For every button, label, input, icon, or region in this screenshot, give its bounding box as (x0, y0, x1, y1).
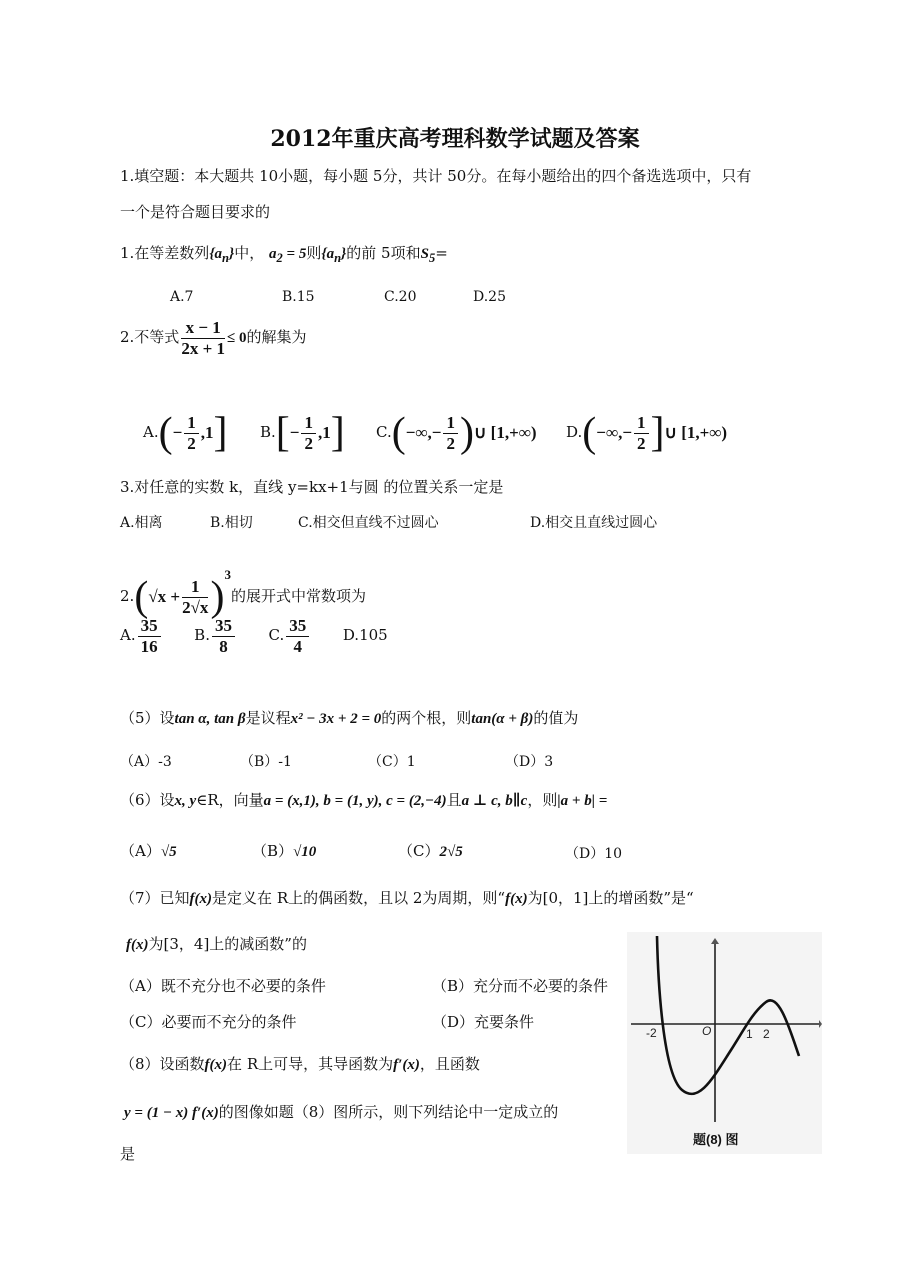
question-3-stem: 3.对任意的实数 k，直线 y=kx+1与圆 的位置关系一定是 (120, 478, 504, 496)
q5-option-a[interactable]: （A）-3 (120, 754, 172, 770)
q1-a2-sub: 2 (276, 251, 283, 265)
q4-c-frac (286, 616, 309, 657)
q1-text-a: 1.在等差数列 (120, 244, 210, 262)
q8-fpx: f′(x) (393, 1057, 420, 1073)
question-7-stem-2 (126, 934, 307, 955)
q2-c-half-num: 1 (443, 413, 458, 434)
q6-b-value: √10 (293, 844, 317, 860)
q2-d-label: D. (566, 423, 583, 441)
label-2: 2 (763, 1027, 770, 1041)
q7-fx-2: f(x) (505, 891, 528, 907)
q2-denominator: 2x + 1 (181, 338, 225, 358)
q2-text-a: 2.不等式 (120, 328, 180, 346)
q4-option-d[interactable]: D.105 (342, 626, 388, 644)
q6-expr-4: |a + b| = (557, 793, 608, 809)
q7-option-b[interactable]: （B）充分而不必要的条件 (432, 977, 609, 995)
q5-text-a: （5）设 (120, 709, 175, 727)
q2-b-rbracket: ] (330, 410, 345, 456)
q2-d-half-num: 1 (634, 413, 649, 434)
q7-text-a: （7）已知 (120, 889, 190, 907)
q4-c-num: 35 (286, 616, 309, 637)
q5-expr-2: x² − 3x + 2 = 0 (290, 711, 382, 727)
q2-option-c[interactable] (376, 408, 537, 457)
q6-c-value: 2√5 (439, 844, 463, 860)
q7-option-d[interactable]: （D）充要条件 (432, 1013, 535, 1031)
q3-option-b[interactable]: B.相切 (210, 515, 253, 531)
q1-set-close-2: } (341, 246, 347, 262)
q8-text-d: 的图像如题（8）图所示，则下列结论中一定成立的 (218, 1103, 559, 1121)
q2-option-a[interactable] (143, 408, 228, 457)
q5-expr-1: tan α, tan β (174, 711, 246, 727)
question-8-stem-3: 是 (120, 1145, 136, 1163)
figure-caption: 题(8) 图 (693, 1132, 739, 1147)
q6-c-label: （C） (398, 842, 440, 860)
q2-a-half-num: 1 (184, 413, 199, 434)
q2-d-rbracket: ] (650, 410, 665, 456)
q4-option-a[interactable] (120, 615, 163, 656)
q5-text-b: 是议程 (245, 709, 291, 727)
question-1-stem (120, 243, 448, 268)
question-6-stem (120, 790, 607, 811)
q1-text-d: 的前 5项和 (346, 244, 421, 262)
q5-expr-3: tan(α + β) (471, 711, 534, 727)
q3-option-d[interactable]: D.相交且直线过圆心 (530, 515, 658, 531)
label-origin: O (702, 1024, 712, 1038)
q1-set-an (209, 246, 235, 265)
question-8-stem (120, 1054, 480, 1075)
q2-b-lbracket: [ (275, 410, 290, 456)
q1-set-close: } (229, 246, 235, 262)
q4-b-label: B. (194, 626, 210, 644)
q4-rparen: ) (210, 574, 225, 620)
question-5-stem (120, 708, 578, 729)
q5-text-c: 的两个根，则 (381, 709, 472, 727)
q1-s5-letter: S (420, 246, 429, 262)
q2-relation: ≤ 0 (227, 330, 247, 346)
q4-b-frac (212, 616, 235, 657)
q2-a-half (184, 413, 199, 454)
q6-a-label: （A） (120, 842, 161, 860)
q4-a-frac (138, 616, 161, 657)
intro-line-1: 1.填空题：本大题共 10小题，每小题 5分，共计 50分。在每小题给出的四个备选选项中，只有 (120, 167, 752, 185)
intro-line-2: 一个是符合题目要求的 (120, 203, 271, 221)
q8-graph-figure (627, 932, 822, 1154)
q1-option-c[interactable]: C.20 (384, 289, 417, 305)
q1-a2 (269, 246, 307, 265)
q6-option-c[interactable] (398, 841, 463, 862)
q6-a-value: √5 (160, 844, 177, 860)
q6-expr-3: a ⊥ c, b∥c (461, 793, 528, 809)
q6-expr-2: a = (x,1), b = (1, y), c = (2,−4) (263, 793, 447, 809)
q7-fx-3: f(x) (126, 937, 149, 953)
q1-s5 (420, 246, 436, 265)
q4-c-den: 4 (293, 636, 302, 656)
q4-b-num: 35 (212, 616, 235, 637)
q7-text-b: 是定义在 R上的偶函数，且以 2为周期，则“ (212, 889, 506, 907)
label-1: 1 (746, 1027, 753, 1041)
q4-frac-num: 1 (182, 577, 208, 598)
q4-lparen: ( (134, 574, 149, 620)
q2-a-label: A. (143, 423, 159, 441)
page-title: 2012年重庆高考理科数学试题及答案 (270, 126, 640, 152)
q1-s5-sub: 5 (428, 251, 436, 265)
q8-text-c: ，且函数 (419, 1055, 480, 1073)
q6-b-label: （B） (252, 842, 294, 860)
q3-option-a[interactable]: A.相离 (120, 515, 163, 531)
q7-option-c[interactable]: （C）必要而不充分的条件 (120, 1013, 297, 1031)
q4-options (120, 612, 388, 658)
q4-text-a: 2. (120, 587, 135, 605)
q2-numerator: x − 1 (181, 318, 225, 339)
q2-a-rbracket: ] (213, 410, 228, 456)
q5-option-b[interactable]: （B）-1 (240, 754, 292, 770)
q1-option-b[interactable]: B.15 (282, 289, 315, 305)
q5-text-d: 的值为 (533, 709, 579, 727)
q6-text-d: ，则 (527, 791, 558, 809)
q2-c-lparen: ( (391, 410, 406, 456)
q4-option-b[interactable] (194, 615, 237, 656)
q8-expr: y = (1 − x) f′(x) (124, 1105, 219, 1121)
figure-background (627, 932, 822, 1154)
q2-fraction (181, 318, 225, 359)
q2-b-half (301, 413, 316, 454)
q2-a-lparen: ( (158, 410, 173, 456)
q4-a-num: 35 (138, 616, 161, 637)
q1-sub-n-2: n (334, 251, 342, 265)
q4-a-den: 16 (140, 636, 158, 656)
q4-b-den: 8 (219, 636, 228, 656)
q2-c-label: C. (376, 423, 392, 441)
q2-c-left: −∞,− (405, 423, 442, 442)
question-8-stem-2 (124, 1102, 558, 1123)
q2-d-right: ∪ [1,+∞) (664, 423, 728, 442)
q8-fx: f(x) (204, 1057, 228, 1073)
q7-text-c: 为[0，1]上的增函数”是“ (527, 889, 694, 907)
q1-text-b: 中， (234, 244, 265, 262)
q4-text-b: 的展开式中常数项为 (230, 587, 366, 605)
q1-text-e: = (435, 244, 448, 262)
q2-b-half-num: 1 (301, 413, 316, 434)
q7-fx: f(x) (189, 891, 213, 907)
q1-a2-letter: a (269, 246, 277, 262)
q1-text-c: 则 (306, 244, 322, 262)
q2-c-half (443, 413, 458, 454)
q1-a2-eq: = 5 (282, 246, 307, 262)
q7-option-a[interactable]: （A）既不充分也不必要的条件 (120, 977, 326, 995)
q2-c-rparen: ) (459, 410, 474, 456)
q4-frac-den: 2√x (182, 597, 209, 617)
q2-b-one: ,1 (317, 423, 331, 442)
q2-c-right: ∪ [1,+∞) (473, 423, 537, 442)
q8-text-b: 在 R上可导，其导函数为 (227, 1055, 394, 1073)
q2-a-neg: − (172, 423, 183, 442)
q1-option-a[interactable]: A.7 (170, 289, 194, 305)
label-neg2: -2 (646, 1026, 657, 1040)
q2-text-b: 的解集为 (246, 328, 307, 346)
q2-option-d[interactable] (566, 408, 727, 457)
q4-sqrt-x: √x + (148, 587, 181, 606)
q2-c-half-den: 2 (446, 433, 455, 453)
q2-a-one: ,1 (200, 423, 214, 442)
q2-b-half-den: 2 (304, 433, 313, 453)
q2-a-half-den: 2 (187, 433, 196, 453)
q6-text-b: ∈R，向量 (196, 791, 264, 809)
q6-text-a: （6）设 (120, 791, 175, 809)
q2-b-neg: − (289, 423, 300, 442)
q4-a-label: A. (120, 626, 136, 644)
q1-set-open-2: {a (321, 246, 335, 262)
q6-text-c: 且 (446, 791, 462, 809)
q2-option-b[interactable] (260, 408, 345, 457)
q6-expr-1: x, y (174, 793, 197, 809)
question-2-stem (120, 314, 307, 361)
q2-d-lparen: ( (582, 410, 597, 456)
q4-power: 3 (224, 567, 231, 582)
q2-d-left: −∞,− (596, 423, 633, 442)
q5-option-d[interactable]: （D）3 (505, 754, 554, 770)
q2-d-half (634, 413, 649, 454)
q6-option-d[interactable]: （D）10 (565, 846, 623, 862)
q1-sub-n: n (222, 251, 229, 265)
q1-set-open: {a (209, 246, 223, 262)
q4-c-label: C. (268, 626, 285, 644)
q6-option-b[interactable] (252, 841, 316, 862)
q3-option-c[interactable]: C.相交但直线不过圆心 (298, 515, 439, 531)
q5-option-c[interactable]: （C）1 (368, 754, 416, 770)
q4-option-c[interactable] (268, 615, 312, 656)
q6-option-a[interactable] (120, 841, 177, 862)
q1-option-d[interactable]: D.25 (473, 289, 506, 305)
q1-set-an-2 (321, 246, 347, 265)
q7-text-d: 为[3，4]上的减函数”的 (148, 935, 307, 953)
q8-text-a: （8）设函数 (120, 1055, 205, 1073)
q2-d-half-den: 2 (637, 433, 646, 453)
question-7-stem (120, 888, 694, 909)
q2-b-label: B. (260, 423, 276, 441)
